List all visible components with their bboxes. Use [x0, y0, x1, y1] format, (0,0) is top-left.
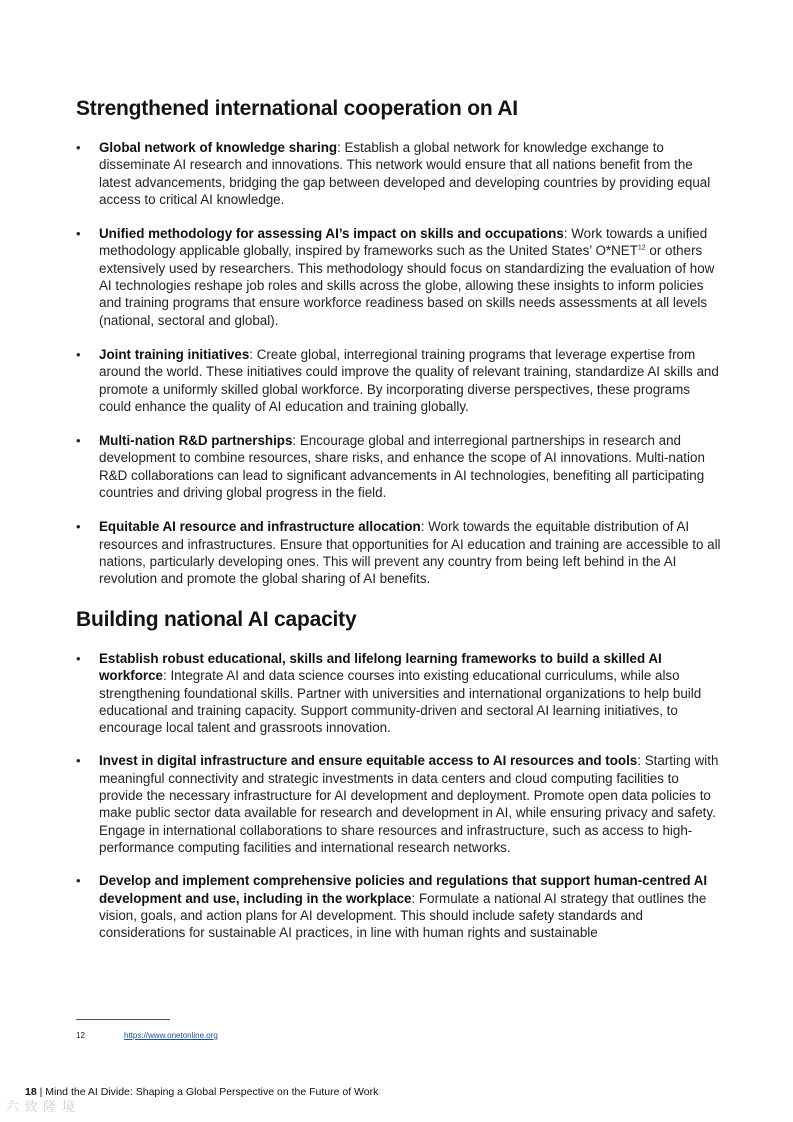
section-heading-international-cooperation: Strengthened international cooperation on AI	[76, 97, 518, 120]
footnote	[76, 1031, 218, 1040]
list-item	[76, 432, 721, 501]
list-item	[76, 518, 721, 587]
cooperation-list	[76, 139, 721, 605]
item-text: : Encourage global and interregional partnerships in research and development to combine resources, share risks, and enhance the scope of AI innovations. Multi-nation R&D collaborations can lead to significant advancements in AI technologies, benefiting all participating countries and driving global progress in the field.	[99, 433, 705, 501]
footer-title: Mind the AI Divide: Shaping a Global Perspective on the Future of Work	[45, 1086, 379, 1098]
item-title: Invest in digital infrastructure and ensure equitable access to AI resources and tools	[99, 753, 638, 769]
item-text: : Work towards the equitable distribution of AI resources and infrastructures. Ensure that opportunities for AI education and training are accessible to all nations, particularly developing ones. This will prevent any country from being left behind in the AI revolution and promote the global sharing of AI benefits.	[99, 519, 721, 587]
list-item	[76, 225, 721, 329]
footnote-ref[interactable]: 12	[637, 245, 646, 253]
item-text: : Integrate AI and data science courses into existing educational curriculums, while also strengthening foundational skills. Partner with universities and international organizations to help build educational and training capacity. Support community-driven and sectoral AI learning initiatives, to encourage local talent and grassroots innovation.	[99, 668, 702, 736]
item-text: : Establish a global network for knowledge exchange to disseminate AI research and innovations. This network would ensure that all nations benefit from the latest advancements, bridging the gap between developed and developing countries by providing equal access to critical AI knowledge.	[99, 140, 711, 207]
footnote-divider	[76, 1019, 170, 1020]
item-title: Unified methodology for assessing AI’s impact on skills and occupations	[99, 226, 564, 242]
item-title: Establish robust educational, skills and lifelong learning frameworks to build a skilled AI workforce	[99, 651, 662, 684]
page-footer	[25, 1086, 378, 1098]
footnote-link[interactable]: https://www.onetonline.org	[124, 1031, 218, 1040]
item-text: : Work towards a unified methodology applicable globally, inspired by frameworks such as the United States’ O*NET	[99, 226, 708, 259]
footer-separator: |	[39, 1086, 43, 1098]
list-item	[76, 139, 721, 208]
item-text: : Starting with meaningful connectivity and strategic investments in data centers and cloud computing facilities to provide the necessary infrastructure for AI development and deployment. Promote open data policies to make public sector data available for research and development in AI, while ensuring privacy and safety. Engage in international collaborations to share resources and infrastructure, such as access to high-performance computing facilities and international research networks.	[99, 753, 719, 855]
page-number: 18	[25, 1086, 37, 1098]
item-title: Multi-nation R&D partnerships	[99, 433, 293, 449]
item-title: Equitable AI resource and infrastructure allocation	[99, 519, 421, 535]
footnote-number: 12	[76, 1031, 85, 1040]
list-item	[76, 752, 721, 856]
list-item	[76, 872, 721, 941]
section-heading-national-capacity: Building national AI capacity	[76, 608, 357, 631]
list-item	[76, 650, 721, 736]
list-item	[76, 346, 721, 415]
watermark: 六 致 隆 境	[6, 1099, 76, 1114]
item-title: Develop and implement comprehensive policies and regulations that support human-centred AI development and use, including in the workplace	[99, 873, 708, 906]
capacity-list	[76, 650, 721, 957]
item-text-continued: or others extensively used by researchers. This methodology should focus on standardizing the evaluation of how AI technologies reshape job roles and skills across the globe, allowing these insights to inform policies and training programs that ensure workforce readiness based on skills needs assessments at all levels (national, sectoral and global).	[99, 243, 715, 328]
item-title: Global network of knowledge sharing	[99, 140, 338, 155]
item-text: : Create global, interregional training programs that leverage expertise from around the world. These initiatives could improve the quality of relevant training, standardize AI skills and promote a uniformly skilled global workforce. By incorporating diverse perspectives, these programs could enhance the quality of AI education and training globally.	[99, 346, 719, 414]
item-title: Joint training initiatives	[99, 346, 250, 362]
item-text: : Formulate a national AI strategy that outlines the vision, goals, and action plans for AI development. This should include safety standards and considerations for sustainable AI practices, in line with human rights and sustainable	[99, 890, 707, 941]
